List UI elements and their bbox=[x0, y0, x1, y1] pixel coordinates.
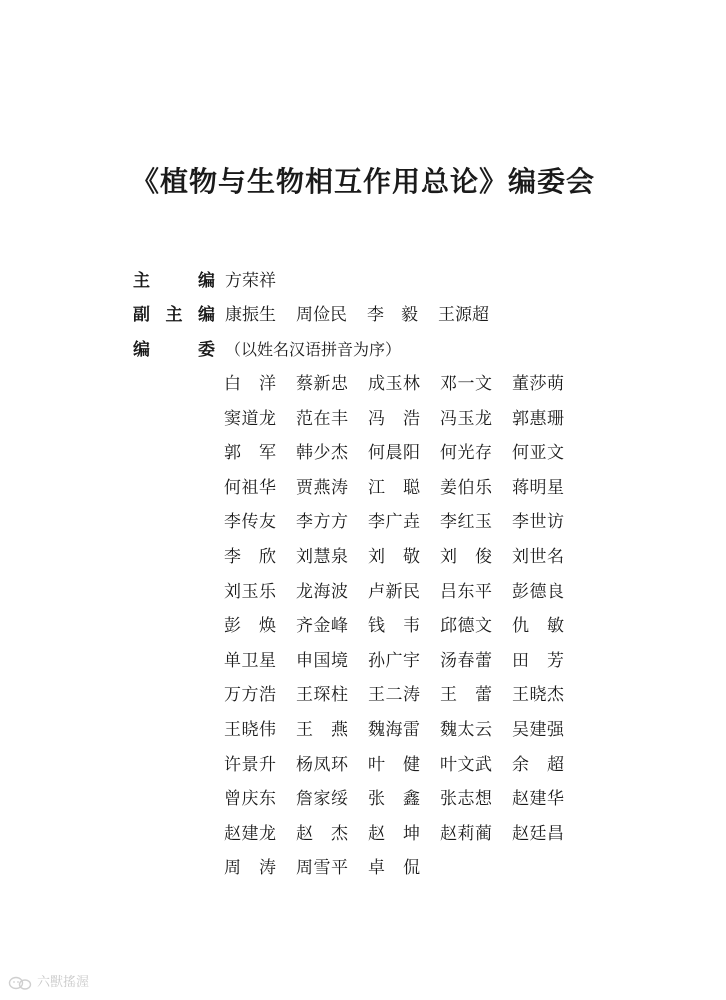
committee-member-row bbox=[224, 545, 584, 580]
committee-member-name: 魏太云 bbox=[440, 719, 493, 740]
committee-member-name: 许景升 bbox=[224, 754, 277, 775]
committee-member-name: 郭惠珊 bbox=[512, 408, 565, 429]
committee-member-row bbox=[224, 718, 584, 753]
committee-member-name: 赵廷昌 bbox=[512, 823, 565, 844]
committee-member-row bbox=[224, 372, 584, 407]
committee-member-name: 曾庆东 bbox=[224, 789, 277, 810]
page-title: 《植物与生物相互作用总论》编委会 bbox=[130, 165, 595, 198]
committee-member-name: 刘 俊 bbox=[440, 546, 493, 567]
committee-member-name: 赵莉蔺 bbox=[440, 823, 493, 844]
committee-member-name: 刘慧泉 bbox=[296, 546, 349, 567]
committee-member-name: 蒋明星 bbox=[512, 477, 565, 498]
committee-member-name: 赵建龙 bbox=[224, 823, 277, 844]
chief-editor-name: 方荣祥 bbox=[225, 271, 276, 291]
committee-member-name: 叶文武 bbox=[440, 754, 493, 775]
chief-editor-label: 主 编 bbox=[133, 271, 215, 291]
committee-member-name: 李红玉 bbox=[440, 512, 493, 533]
committee-row bbox=[133, 337, 401, 363]
committee-member-row bbox=[224, 649, 584, 684]
committee-member-name: 邓一文 bbox=[440, 374, 493, 394]
committee-member-name: 王晓伟 bbox=[224, 719, 277, 740]
committee-member-row bbox=[224, 787, 584, 822]
committee-member-name: 杨凤环 bbox=[296, 754, 349, 775]
deputy-editor-name: 王源超 bbox=[438, 305, 489, 325]
committee-label: 编 委 bbox=[133, 340, 215, 360]
committee-member-name: 魏海雷 bbox=[368, 719, 421, 740]
committee-member-name: 詹家绥 bbox=[296, 789, 349, 810]
committee-member-name: 何祖华 bbox=[224, 477, 277, 498]
committee-member-name: 张 鑫 bbox=[368, 789, 421, 810]
committee-member-grid bbox=[224, 372, 584, 891]
committee-member-name: 窦道龙 bbox=[224, 408, 277, 429]
committee-member-row bbox=[224, 476, 584, 511]
committee-member-name: 李世访 bbox=[512, 512, 565, 533]
wechat-logo-icon bbox=[8, 976, 34, 990]
committee-member-name: 姜伯乐 bbox=[440, 477, 493, 498]
deputy-editors-row bbox=[133, 302, 509, 328]
committee-member-name: 冯 浩 bbox=[368, 408, 421, 429]
committee-member-name: 汤春蕾 bbox=[440, 650, 493, 671]
committee-member-name: 李 欣 bbox=[224, 546, 277, 567]
committee-member-name: 孙广宇 bbox=[368, 650, 421, 671]
deputy-editor-name: 康振生 bbox=[225, 305, 276, 325]
committee-member-name: 赵 坤 bbox=[368, 823, 421, 844]
committee-member-name: 卓 侃 bbox=[368, 858, 421, 879]
deputy-editors-list bbox=[225, 302, 509, 328]
committee-member-name: 齐金峰 bbox=[296, 616, 349, 637]
committee-member-name: 吴建强 bbox=[512, 719, 565, 740]
committee-member-name: 江 聪 bbox=[368, 477, 421, 498]
committee-member-name: 仇 敏 bbox=[512, 616, 565, 637]
committee-member-name: 郭 军 bbox=[224, 443, 277, 464]
committee-member-name: 彭 焕 bbox=[224, 616, 277, 637]
committee-member-name: 龙海波 bbox=[296, 581, 349, 602]
committee-member-name: 白 洋 bbox=[224, 374, 277, 394]
committee-member-name: 范在丰 bbox=[296, 408, 349, 429]
committee-member-row bbox=[224, 683, 584, 718]
committee-member-name: 张志想 bbox=[440, 789, 493, 810]
committee-member-name: 叶 健 bbox=[368, 754, 421, 775]
committee-member-name: 田 芳 bbox=[512, 650, 565, 671]
committee-member-name: 吕东平 bbox=[440, 581, 493, 602]
committee-member-name: 赵建华 bbox=[512, 789, 565, 810]
watermark-text: 六獸搖渥 bbox=[37, 975, 90, 990]
committee-order-note: （以姓名汉语拼音为序） bbox=[225, 340, 402, 359]
committee-member-name: 蔡新忠 bbox=[296, 374, 349, 394]
committee-member-name: 刘世名 bbox=[512, 546, 565, 567]
committee-member-name: 冯玉龙 bbox=[440, 408, 493, 429]
committee-member-name: 王 燕 bbox=[296, 719, 349, 740]
committee-member-name: 王 蕾 bbox=[440, 685, 493, 706]
committee-member-row bbox=[224, 753, 584, 788]
committee-member-name: 余 超 bbox=[512, 754, 565, 775]
committee-member-name: 刘玉乐 bbox=[224, 581, 277, 602]
committee-member-name: 李传友 bbox=[224, 512, 277, 533]
committee-member-name: 何光存 bbox=[440, 443, 493, 464]
committee-member-name: 何亚文 bbox=[512, 443, 565, 464]
committee-member-name: 申国境 bbox=[296, 650, 349, 671]
committee-member-row bbox=[224, 856, 584, 891]
committee-member-row bbox=[224, 614, 584, 649]
committee-member-name: 王二涛 bbox=[368, 685, 421, 706]
committee-member-name: 钱 韦 bbox=[368, 616, 421, 637]
committee-member-row bbox=[224, 407, 584, 442]
committee-member-name: 万方浩 bbox=[224, 685, 277, 706]
committee-member-name: 邱德文 bbox=[440, 616, 493, 637]
deputy-editor-name: 李 毅 bbox=[367, 305, 418, 325]
committee-member-name: 李广垚 bbox=[368, 512, 421, 533]
committee-member-row bbox=[224, 580, 584, 615]
committee-member-row bbox=[224, 510, 584, 545]
committee-member-name: 周 涛 bbox=[224, 858, 277, 879]
committee-member-name: 王琛柱 bbox=[296, 685, 349, 706]
committee-member-name: 韩少杰 bbox=[296, 443, 349, 464]
deputy-editor-name: 周俭民 bbox=[296, 305, 347, 325]
committee-member-name: 何晨阳 bbox=[368, 443, 421, 464]
watermark bbox=[8, 974, 89, 992]
committee-member-name: 王晓杰 bbox=[512, 685, 565, 706]
committee-member-name: 董莎萌 bbox=[512, 374, 565, 394]
committee-member-name: 卢新民 bbox=[368, 581, 421, 602]
committee-member-name: 贾燕涛 bbox=[296, 477, 349, 498]
committee-member-name: 赵 杰 bbox=[296, 823, 349, 844]
committee-member-name: 刘 敬 bbox=[368, 546, 421, 567]
committee-member-name: 成玉林 bbox=[368, 374, 421, 394]
committee-member-name: 彭德良 bbox=[512, 581, 565, 602]
committee-member-row bbox=[224, 441, 584, 476]
deputy-editors-label: 副主编 bbox=[133, 305, 215, 325]
committee-member-row bbox=[224, 822, 584, 857]
committee-member-name: 周雪平 bbox=[296, 858, 349, 879]
committee-member-name: 单卫星 bbox=[224, 650, 277, 671]
chief-editor-row bbox=[133, 268, 276, 294]
committee-member-name: 李方方 bbox=[296, 512, 349, 533]
